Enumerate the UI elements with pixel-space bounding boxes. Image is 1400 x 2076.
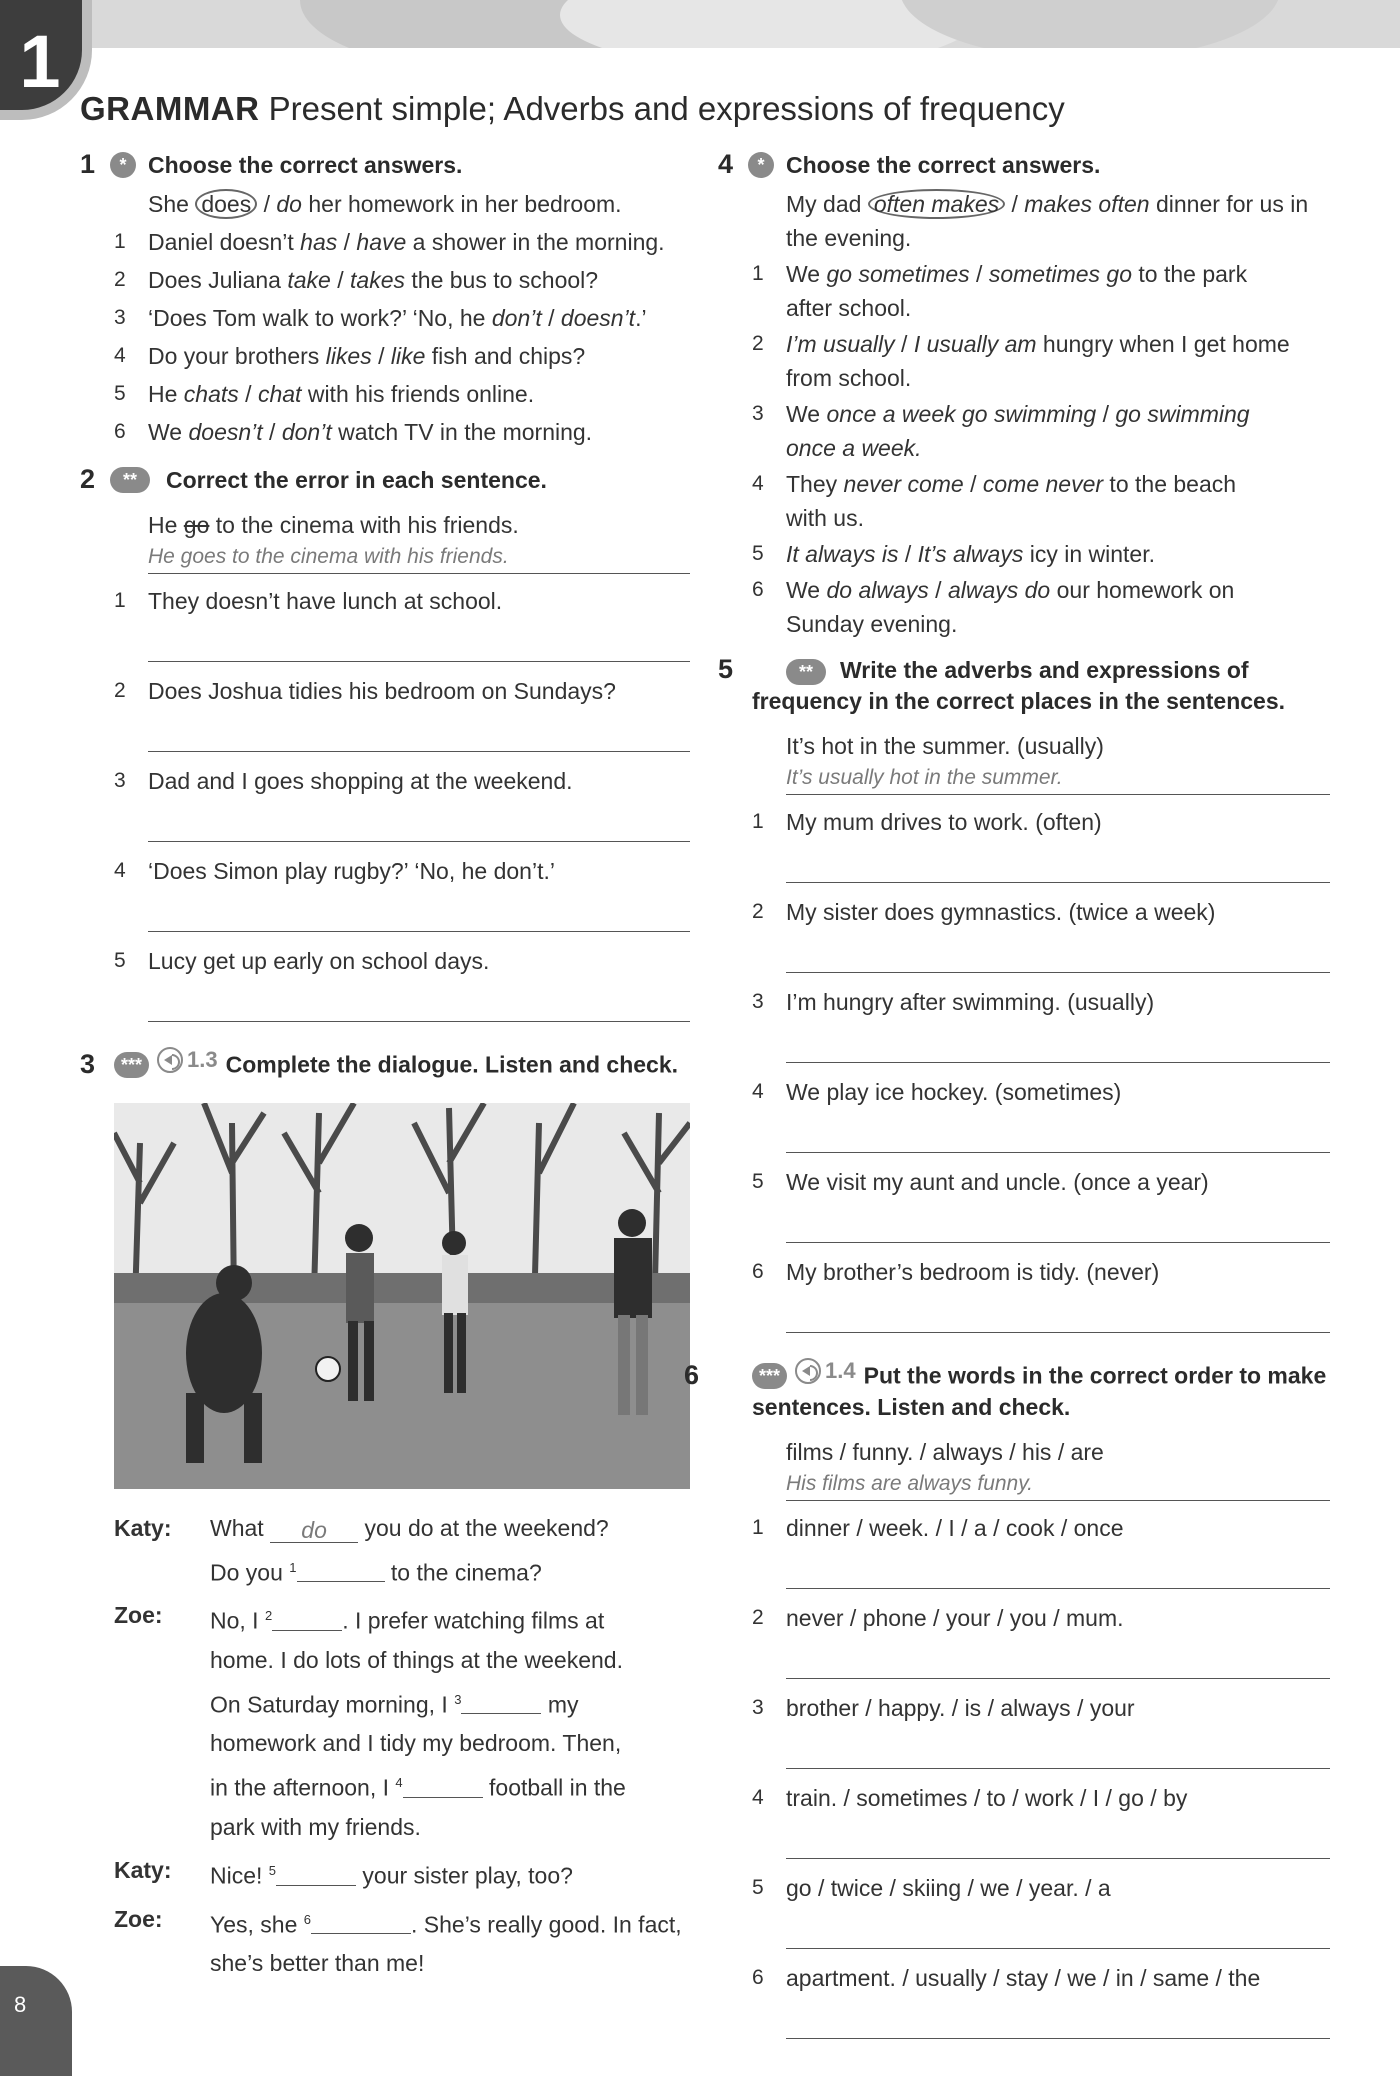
ex5-item: 3 I’m hungry after swimming. (usually): [752, 989, 1155, 1015]
ex2-item: 3 Dad and I goes shopping at the weekend.: [114, 768, 573, 794]
ex4-instruction: Choose the correct answers.: [786, 152, 1101, 178]
ex1-option[interactable]: has: [300, 229, 338, 255]
ex6-item: 2 never / phone / your / you / mum.: [752, 1604, 1124, 1631]
ex5-example-answer: It’s usually hot in the summer.: [786, 763, 1330, 795]
dialogue-line: home. I do lots of things at the weekend.: [210, 1646, 623, 1673]
ex6-audio-track[interactable]: 1.4: [795, 1355, 856, 1386]
ex4-option[interactable]: never come: [843, 471, 964, 497]
ex5-answer-line[interactable]: [786, 929, 1330, 973]
ex1-number: 1: [80, 149, 96, 179]
ex5-number: 5: [718, 654, 734, 684]
ex1-option[interactable]: don’t: [281, 419, 332, 445]
ex6-answer-line[interactable]: [786, 1545, 1330, 1589]
dialogue-gap[interactable]: [276, 1862, 356, 1886]
ex3-instruction: Complete the dialogue. Listen and check.: [225, 1051, 679, 1078]
ex6-difficulty-stars: ***: [752, 1363, 787, 1389]
dialogue-gap[interactable]: [461, 1690, 541, 1714]
dialogue-line: Zoe: No, I $^2$ . I prefer watching films at: [114, 1602, 605, 1634]
ex4-item: 6 We do always / always do our homework on Sunday evening.: [752, 577, 1235, 637]
ex1-option[interactable]: doesn’t: [188, 419, 263, 445]
ex1-option[interactable]: chats: [183, 381, 239, 407]
ex1-item: 3 ‘Does Tom walk to work?’ ‘No, he don’t / doesn’t.’: [114, 305, 647, 331]
ex6-answer-line[interactable]: [786, 1995, 1330, 2039]
ex2-number: 2: [80, 464, 96, 494]
ex4-difficulty-stars: *: [748, 152, 774, 178]
dialogue-line: Katy: What do you do at the weekend?: [114, 1514, 609, 1543]
ex1-example: She does / do her homework in her bedroom.: [148, 191, 622, 217]
ex3-dialogue: [114, 1509, 690, 1984]
ex6-instruction: Put the words in the correct order to make sentences. Listen and check.: [752, 1362, 1327, 1420]
ex1-difficulty-stars: *: [110, 152, 136, 178]
ex1-option[interactable]: chat: [257, 381, 302, 407]
ex4-option[interactable]: go sometimes: [826, 261, 970, 287]
ex1-item: 1 Daniel doesn’t has / have a shower in the morning.: [114, 229, 665, 255]
ex5-heading: [718, 655, 1330, 717]
ex4-option[interactable]: sometimes go: [988, 261, 1132, 287]
dialogue-line: Zoe: Yes, she $^6$ . She’s really good. In fact,: [114, 1905, 682, 1938]
ex2-item: 1 They doesn’t have lunch at school.: [114, 588, 503, 614]
ex5-item: 6 My brother’s bedroom is tidy. (never): [752, 1259, 1160, 1285]
ex6-item: 6 apartment. / usually / stay / we / in / same / the: [752, 1964, 1261, 1991]
ex5-item: 1 My mum drives to work. (often): [752, 809, 1102, 835]
ex5-answer-line[interactable]: [786, 1199, 1330, 1243]
top-decorative-band: [0, 0, 1400, 48]
ex3-difficulty-stars: ***: [114, 1052, 149, 1078]
ex4-option[interactable]: I’m usually: [786, 331, 895, 357]
ex2-answer-line[interactable]: [148, 888, 690, 932]
ex6-item: 1 dinner / week. / I / a / cook / once: [752, 1514, 1124, 1541]
speaker-icon: [157, 1047, 183, 1073]
ex1-example-circled-answer: does: [195, 189, 257, 219]
title-topic: Present simple; Adverbs and expressions of frequency: [268, 90, 1065, 127]
dialogue-line: homework and I tidy my bedroom. Then,: [210, 1730, 622, 1757]
ex6-item: 4 train. / sometimes / to / work / I / go / by: [752, 1784, 1188, 1811]
dialogue-gap[interactable]: [272, 1607, 342, 1631]
ex2-instruction: Correct the error in each sentence.: [166, 467, 547, 493]
ex4-option[interactable]: It’s always: [917, 541, 1024, 567]
ex5-example: It’s hot in the summer. (usually): [786, 733, 1104, 759]
ex1-item: 4 Do your brothers likes / like fish and chips?: [114, 343, 586, 369]
ex1-option[interactable]: don’t: [491, 305, 542, 331]
ex5-item: 2 My sister does gymnastics. (twice a week): [752, 899, 1216, 925]
dialogue-line: Do you $^1$ to the cinema?: [210, 1559, 542, 1586]
ex2-item: 5 Lucy get up early on school days.: [114, 948, 490, 974]
dialogue-gap[interactable]: [311, 1910, 411, 1934]
ex5-item: 4 We play ice hockey. (sometimes): [752, 1079, 1122, 1105]
ex2-item: 2 Does Joshua tidies his bedroom on Sundays?: [114, 678, 616, 704]
ex2-heading: [80, 465, 690, 496]
ex3-number: 3: [80, 1048, 96, 1079]
ex3-heading: [80, 1044, 690, 1081]
ex3-audio-track[interactable]: 1.3: [157, 1044, 218, 1075]
ex4-option[interactable]: come never: [982, 471, 1104, 497]
ex4-option[interactable]: go swimming: [1115, 401, 1250, 427]
ex4-example: My dad often makes / makes often dinner for us in the evening.: [786, 191, 1309, 251]
ex4-option[interactable]: I usually am: [913, 331, 1037, 357]
ex6-answer-line[interactable]: [786, 1815, 1330, 1859]
ex4-option[interactable]: once a week go swimming: [826, 401, 1097, 427]
ex1-item: 2 Does Juliana take / takes the bus to school?: [114, 267, 599, 293]
ex4-option[interactable]: It always is: [786, 541, 899, 567]
ex1-option[interactable]: likes: [325, 343, 372, 369]
ex5-item: 5 We visit my aunt and uncle. (once a year): [752, 1169, 1209, 1195]
page-number: 8: [14, 1992, 27, 2017]
ex5-answer-line[interactable]: [786, 1019, 1330, 1063]
left-column: [80, 150, 690, 1983]
dialogue-gap[interactable]: [297, 1558, 385, 1582]
dialogue-gap[interactable]: [403, 1774, 483, 1798]
ex4-item: 3 We once a week go swimming / go swimming once a week.: [752, 401, 1250, 461]
ex1-option[interactable]: takes: [350, 267, 405, 293]
ex6-answer-line[interactable]: [786, 1725, 1330, 1769]
ex4-item: 5 It always is / It’s always icy in winter.: [752, 541, 1155, 567]
ex6-example-answer: His films are always funny.: [786, 1469, 1330, 1501]
ex6-item: 5 go / twice / skiing / we / year. / a: [752, 1874, 1111, 1901]
ex2-answer-line[interactable]: [148, 618, 690, 662]
dialogue-line: in the afternoon, I $^4$ football in the: [210, 1775, 626, 1802]
ex1-heading: [80, 150, 690, 181]
ex2-example: He go to the cinema with his friends.: [148, 512, 519, 538]
ex5-answer-line[interactable]: [786, 1109, 1330, 1153]
ex2-answer-line[interactable]: [148, 798, 690, 842]
dialogue-line: Katy: Nice! $^5$ your sister play, too?: [114, 1857, 573, 1889]
ex5-instruction: Write the adverbs and expressions of frequency in the correct places in the sentences.: [752, 657, 1286, 714]
ex6-example: films / funny. / always / his / are: [786, 1438, 1104, 1465]
ex4-option[interactable]: always do: [947, 577, 1051, 603]
ex6-item: 3 brother / happy. / is / always / your: [752, 1694, 1135, 1721]
speaker-icon: [795, 1358, 821, 1384]
ex1-option[interactable]: like: [390, 343, 426, 369]
ex1-instruction: Choose the correct answers.: [148, 152, 463, 178]
ex1-item: 5 He chats / chat with his friends online.: [114, 381, 535, 407]
ex1-option[interactable]: doesn’t: [560, 305, 636, 331]
ex4-item: 1 We go sometimes / sometimes go to the park after school.: [752, 261, 1248, 321]
ex5-answer-line[interactable]: [786, 839, 1330, 883]
ex4-example-circled-answer: often makes: [868, 189, 1005, 219]
ex4-number: 4: [718, 149, 734, 179]
ex6-answer-line[interactable]: [786, 1905, 1330, 1949]
ex4-item: 4 They never come / come never to the beach with us.: [752, 471, 1237, 531]
ex6-heading: [684, 1355, 1330, 1423]
right-column: [684, 149, 1330, 2039]
ex2-answer-line[interactable]: [148, 978, 690, 1022]
page-title: [80, 90, 1065, 128]
ex2-answer-line[interactable]: [148, 708, 690, 752]
title-grammar: GRAMMAR: [80, 90, 260, 127]
ex5-answer-line[interactable]: [786, 1289, 1330, 1333]
ex2-example-struck-word: go: [183, 512, 210, 538]
ex4-item: 2 I’m usually / I usually am hungry when I get home from school.: [752, 331, 1290, 391]
page-number-tab: [0, 1966, 72, 2076]
ex2-example-answer: He goes to the cinema with his friends.: [148, 542, 690, 574]
dialogue-line: she’s better than me!: [210, 1950, 425, 1977]
dialogue-example-gap: do: [270, 1519, 358, 1543]
ex2-item: 4 ‘Does Simon play rugby?’ ‘No, he don’t.’: [114, 858, 555, 884]
dialogue-line: park with my friends.: [210, 1814, 421, 1841]
ex1-option[interactable]: have: [356, 229, 407, 255]
ex1-option[interactable]: take: [287, 267, 331, 293]
ex4-heading: [718, 150, 1330, 181]
ex5-difficulty-stars: **: [786, 659, 826, 685]
ex1-item: 6 We doesn’t / don’t watch TV in the morning.: [114, 419, 593, 445]
ex4-option[interactable]: do always: [826, 577, 929, 603]
ex3-photo-friends-playing-football: [114, 1103, 690, 1489]
ex6-number: 6: [684, 1359, 700, 1390]
ex2-difficulty-stars: **: [110, 467, 150, 493]
unit-number: 1: [19, 20, 61, 103]
dialogue-line: On Saturday morning, I $^3$ my: [210, 1691, 579, 1718]
ex6-answer-line[interactable]: [786, 1635, 1330, 1679]
